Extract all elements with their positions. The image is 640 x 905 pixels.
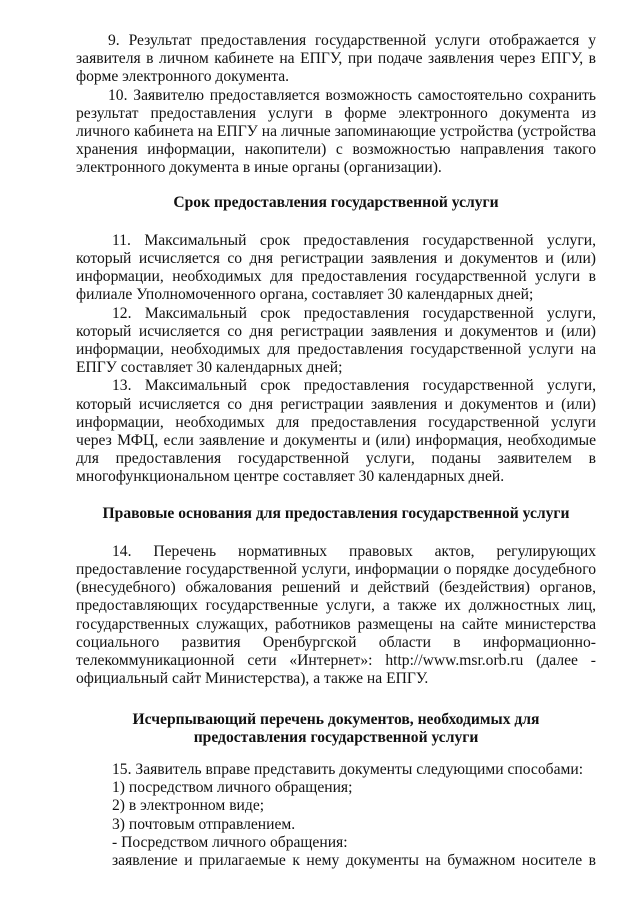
section-heading-term: Срок предоставления государственной услуги — [173, 193, 499, 211]
section-heading-documents-line1: Исчерпывающий перечень документов, необходимых для — [132, 710, 540, 728]
paragraph-12: 12. Максимальный срок предоставления государственной услуги, который исчисляется со дня регистрации заявления и документов и (или) информации, необходимых для предоставления государственной услуги на ЕПГУ составляет 30 календарных дней; — [76, 304, 596, 377]
section-heading-documents — [76, 711, 596, 747]
paragraph-13: 13. Максимальный срок предоставления государственной услуги, который исчисляется со дня регистрации заявления и документов и (или) информации, необходимых для предоставления государственной услуги через МФЦ, если заявление и документы и (или) информация, необходимые для предоставления государственной услуги, поданы заявителем в многофункциональном центре составляет 30 календарных дней. — [76, 377, 596, 486]
paragraph-10: 10. Заявителю предоставляется возможность самостоятельно сохранить результат предоставления услуги в форме электронного документа из личного кабинета на ЕПГУ на личные запоминающие устройства (устройства хранения информации, накопители) с возможностью направления такого электронного документа в иные органы (организации). — [76, 86, 596, 177]
subheading-personal: - Посредством личного обращения: — [112, 833, 348, 851]
list-item-electronic: 2) в электронном виде; — [112, 797, 265, 815]
document-body — [76, 32, 596, 870]
section-heading-legal: Правовые основания для предоставления государственной услуги — [102, 504, 570, 522]
list-item-postal: 3) почтовым отправлением. — [112, 815, 296, 833]
paragraph-15-continued: заявление и прилагаемые к нему документы на бумажном носителе в — [112, 851, 596, 869]
list-item-personal: 1) посредством личного обращения; — [112, 779, 353, 797]
paragraph-9: 9. Результат предоставления государственной услуги отображается у заявителя в личном кабинете на ЕПГУ, при подаче заявления через ЕПГУ, в форме электронного документа. — [76, 32, 596, 86]
paragraph-11: 11. Максимальный срок предоставления государственной услуги, который исчисляется со дня регистрации заявления и документов и (или) информации, необходимых для предоставления государственной услуги в филиале Уполномоченного органа, составляет 30 календарных дней; — [76, 231, 596, 304]
paragraph-15: 15. Заявитель вправе представить документы следующими способами: — [112, 760, 584, 778]
paragraph-14: 14. Перечень нормативных правовых актов, регулирующих предоставление государственной услуги, информации о порядке досудебного (внесудебного) обжалования решений и действий (бездействия) органов, предоставляющих государственные услуги, а также их должностных лиц, государственных служащих, работников размещены на сайте министерства социального развития Оренбургской области в информационно-телекоммуникационной сети «Интернет»: http://www.msr.orb.ru (далее - официальный сайт Министерства), а также на ЕПГУ. — [76, 542, 596, 688]
section-heading-documents-line2: предоставления государственной услуги — [193, 728, 479, 746]
